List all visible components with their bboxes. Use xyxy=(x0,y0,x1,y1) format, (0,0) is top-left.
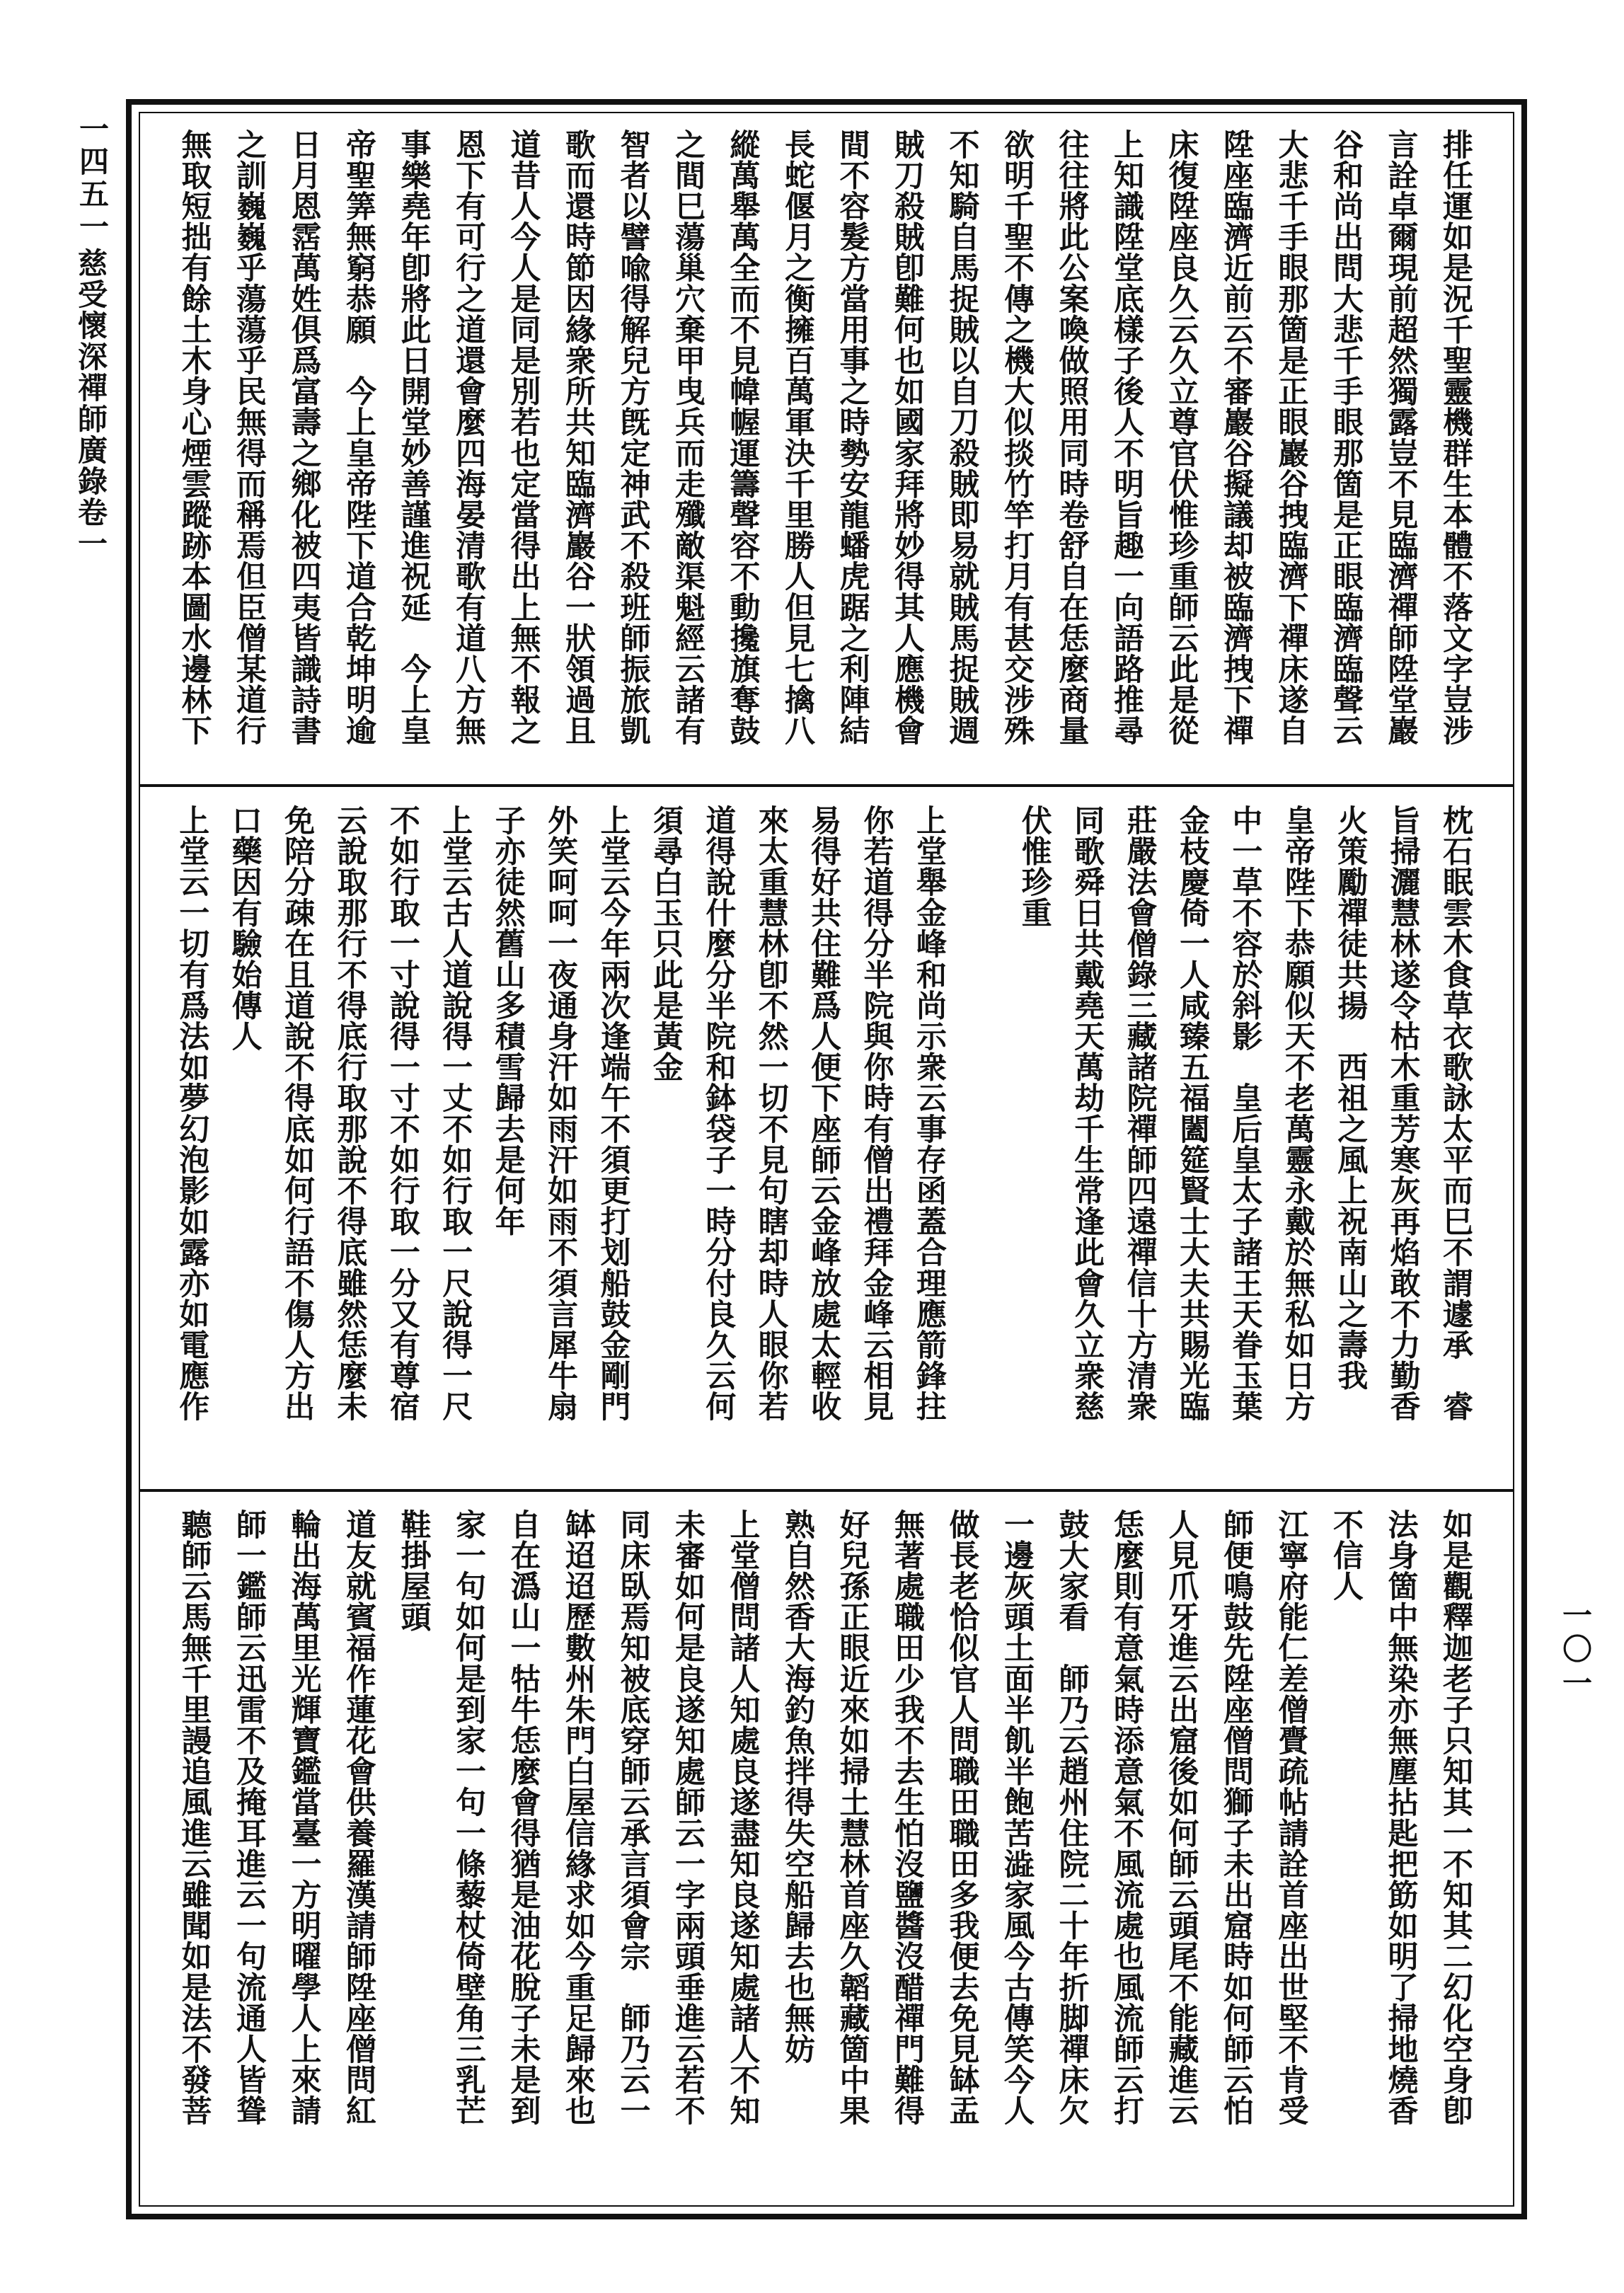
text-column: 未審如何是良遂知處師云一字兩頭垂進云若不 xyxy=(670,1509,706,2126)
text-column: 你若道得分半院與你時有僧出禮拜金峰云相見 xyxy=(858,805,894,1422)
text-column: 歌而還時節因緣衆所共知臨濟巖谷一狀領過且 xyxy=(560,129,596,746)
text-column: 江寧府能仁差僧賷疏帖請詮首座出世堅不肯受 xyxy=(1273,1509,1309,2126)
text-column: 間不容髮方當用事之時勢安龍蟠虎踞之利陣結 xyxy=(834,129,870,746)
text-column: 事樂堯年卽將此日開堂妙善謹進祝延 今上皇 xyxy=(396,129,432,746)
text-column: 一邊灰頭土面半飢半飽苦澁家風今古傳笑今人 xyxy=(999,1509,1035,2126)
volume-number: 一四五一 xyxy=(75,113,110,243)
text-column: 不信人 xyxy=(1328,1509,1364,1602)
register-bottom xyxy=(140,1493,1513,2215)
text-column: 熟自然香大海釣魚拌得失空船歸去也無妨 xyxy=(780,1509,815,2064)
text-column: 缽迢迢歷數州朱門白屋信緣求如今重足歸來也 xyxy=(560,1509,596,2126)
text-column: 輪出海萬里光輝寶鑑當臺一方明曜學人上來請 xyxy=(286,1509,322,2126)
text-column: 縱萬舉萬全而不見幃幄運籌聲容不動攙旗奪鼓 xyxy=(725,129,761,746)
page-frame-inner xyxy=(139,112,1514,2207)
text-column: 火策勵禪徒共揚 西祖之風上祝南山之壽我 xyxy=(1332,805,1369,1391)
text-column: 上堂云今年兩次逢端午不須更打划船鼓金剛門 xyxy=(595,805,631,1422)
text-column: 上堂舉金峰和尚示衆云事存函蓋合理應箭鋒拄 xyxy=(911,805,947,1422)
text-column: 免陪分疎在且道說不得底如何行語不傷人方出 xyxy=(280,805,316,1422)
text-column: 床復陞座良久云久立尊官伏惟珍重師云此是從 xyxy=(1163,129,1199,746)
text-column: 之訓巍巍乎蕩蕩乎民無得而稱焉但臣僧某道行 xyxy=(231,129,267,746)
text-column: 道友就賓福作蓮花會供養羅漢請師陞座僧問紅 xyxy=(341,1509,376,2126)
page-number: 一〇一 xyxy=(1558,1599,1593,1701)
register-middle xyxy=(140,789,1513,1486)
register-top xyxy=(140,113,1513,782)
text-column: 上堂僧問諸人知處良遂盡知良遂知處諸人不知 xyxy=(725,1509,761,2126)
text-column: 師一鑑師云迅雷不及掩耳進云一句流通人皆聳 xyxy=(231,1509,267,2126)
text-column: 如是觀釋迦老子只知其一不知其二幻化空身卽 xyxy=(1438,1509,1473,2126)
text-column: 恩下有可行之道還會麼四海晏清歌有道八方無 xyxy=(451,129,486,746)
text-column: 外笑呵呵一夜通身汗如雨汗如雨不須言犀牛扇 xyxy=(543,805,579,1422)
text-column: 伏惟珍重 xyxy=(1016,805,1052,929)
text-column: 欲明千聖不傳之機大似掞竹竿打月有甚交涉殊 xyxy=(999,129,1035,746)
text-column: 做長老恰似官人問職田職田多我便去免見缽盂 xyxy=(944,1509,980,2126)
text-column: 鞋掛屋頭 xyxy=(396,1509,432,1633)
text-column: 大悲千手眼那箇是正眼巖谷拽臨濟下禪床遂自 xyxy=(1273,129,1309,746)
text-column: 旨掃灑慧林遂令枯木重芳寒灰再焰敢不力勤香 xyxy=(1385,805,1421,1422)
text-column: 不如行取一寸說得一寸不如行取一分又有尊宿 xyxy=(384,805,420,1422)
text-column: 皇帝陛下恭願似天不老萬靈永戴於無私如日方 xyxy=(1279,805,1315,1422)
text-column: 無著處職田少我不去生怕沒鹽醬沒醋禪門難得 xyxy=(889,1509,925,2126)
text-column: 同床臥焉知被底穿師云承言須會宗 師乃云一 xyxy=(615,1509,651,2126)
text-column: 人見爪牙進云出窟後如何師云頭尾不能藏進云 xyxy=(1163,1509,1199,2126)
text-column: 云說取那行不得底行取那說不得底雖然恁麼未 xyxy=(332,805,368,1422)
text-column: 上知識陞堂底樣子後人不明旨趣一向語路推尋 xyxy=(1109,129,1144,746)
text-column: 言詮卓爾現前超然獨露豈不見臨濟禪師陞堂巖 xyxy=(1383,129,1419,746)
text-column: 上堂云一切有爲法如夢幻泡影如露亦如電應作 xyxy=(174,805,210,1422)
text-column: 莊嚴法會僧錄三藏諸院禪師四遠禪信十方清衆 xyxy=(1122,805,1158,1422)
text-column: 賊刀殺賊卽難何也如國家拜將妙得其人應機會 xyxy=(889,129,925,746)
text-column: 往往將此公案喚做照用同時卷舒自在恁麼商量 xyxy=(1054,129,1090,746)
text-column: 道昔人今人是同是別若也定當得出上無不報之 xyxy=(505,129,541,746)
text-column: 聽師云馬無千里謾追風進云雖聞如是法不發菩 xyxy=(176,1509,212,2126)
text-column: 日月恩霑萬姓俱爲富壽之鄉化被四夷皆識詩書 xyxy=(286,129,322,746)
text-column: 好兒孫正眼近來如掃土慧林首座久韜藏箇中果 xyxy=(834,1509,870,2126)
text-column: 谷和尚出問大悲千手眼那箇是正眼臨濟臨聲云 xyxy=(1328,129,1364,746)
text-column: 須尋白玉只此是黃金 xyxy=(647,805,684,1083)
text-column: 自在潙山一牯牛恁麼會得猶是油花脫子未是到 xyxy=(505,1509,541,2126)
text-column: 法身箇中無染亦無塵拈匙把筯如明了掃地燒香 xyxy=(1383,1509,1419,2126)
text-column: 同歌舜日共戴堯天萬劫千生常逢此會久立衆慈 xyxy=(1069,805,1105,1422)
text-column: 枕石眠雲木食草衣歌詠太平而巳不謂遽承 睿 xyxy=(1438,805,1473,1422)
text-column: 無取短拙有餘土木身心煙雲蹤跡本圖水邊林下 xyxy=(176,129,212,746)
text-column: 道得說什麼分半院和鉢袋子一時分付良久云何 xyxy=(701,805,737,1422)
text-column: 金枝慶倚一人咸臻五福闔筵賢士大夫共賜光臨 xyxy=(1174,805,1210,1422)
text-column: 中一草不容於斜影 皇后皇太子諸王天眷玉葉 xyxy=(1227,805,1263,1422)
book-title: 慈受懷深禪師廣錄卷一 xyxy=(74,248,108,559)
text-column: 口藥因有驗始傳人 xyxy=(226,805,263,1052)
text-column: 易得好共住難爲人便下座師云金峰放處太輕收 xyxy=(806,805,842,1422)
text-column: 子亦徒然舊山多積雪歸去是何年 xyxy=(490,805,526,1237)
text-column: 陞座臨濟近前云不審巖谷擬議却被臨濟拽下禪 xyxy=(1219,129,1254,746)
text-column: 來太重慧林卽不然一切不見句瞎却時人眼你若 xyxy=(753,805,789,1422)
register-divider xyxy=(140,784,1513,787)
text-column: 上堂云古人道說得一丈不如行取一尺說得一尺 xyxy=(437,805,473,1422)
text-column: 師便鳴鼓先陞座僧問獅子未出窟時如何師云怕 xyxy=(1219,1509,1254,2126)
text-column: 不知騎自馬捉賊以自刀殺賊即易就賊馬捉賊週 xyxy=(944,129,980,746)
text-column: 之間巳蕩巢穴棄甲曳兵而走殲敵渠魁經云諸有 xyxy=(670,129,706,746)
text-column: 排任運如是況千聖靈機群生本體不落文字豈涉 xyxy=(1438,129,1473,746)
text-column: 鼓大家看 師乃云趙州住院二十年折脚禪床欠 xyxy=(1054,1509,1090,2126)
text-column xyxy=(958,805,1010,1479)
text-column: 長蛇偃月之衡擁百萬軍決千里勝人但見七擒八 xyxy=(780,129,815,746)
text-column: 帝聖筭無窮恭願 今上皇帝陛下道合乾坤明逾 xyxy=(341,129,376,746)
text-column: 智者以譬喩得解兒方旣定神武不殺班師振旅凱 xyxy=(615,129,651,746)
text-column: 恁麼則有意氣時添意氣不風流處也風流師云打 xyxy=(1109,1509,1144,2126)
register-divider xyxy=(140,1489,1513,1492)
page-frame xyxy=(126,99,1527,2219)
text-column: 家一句如何是到家一句一條藜杖倚壁角三乳芒 xyxy=(451,1509,486,2126)
